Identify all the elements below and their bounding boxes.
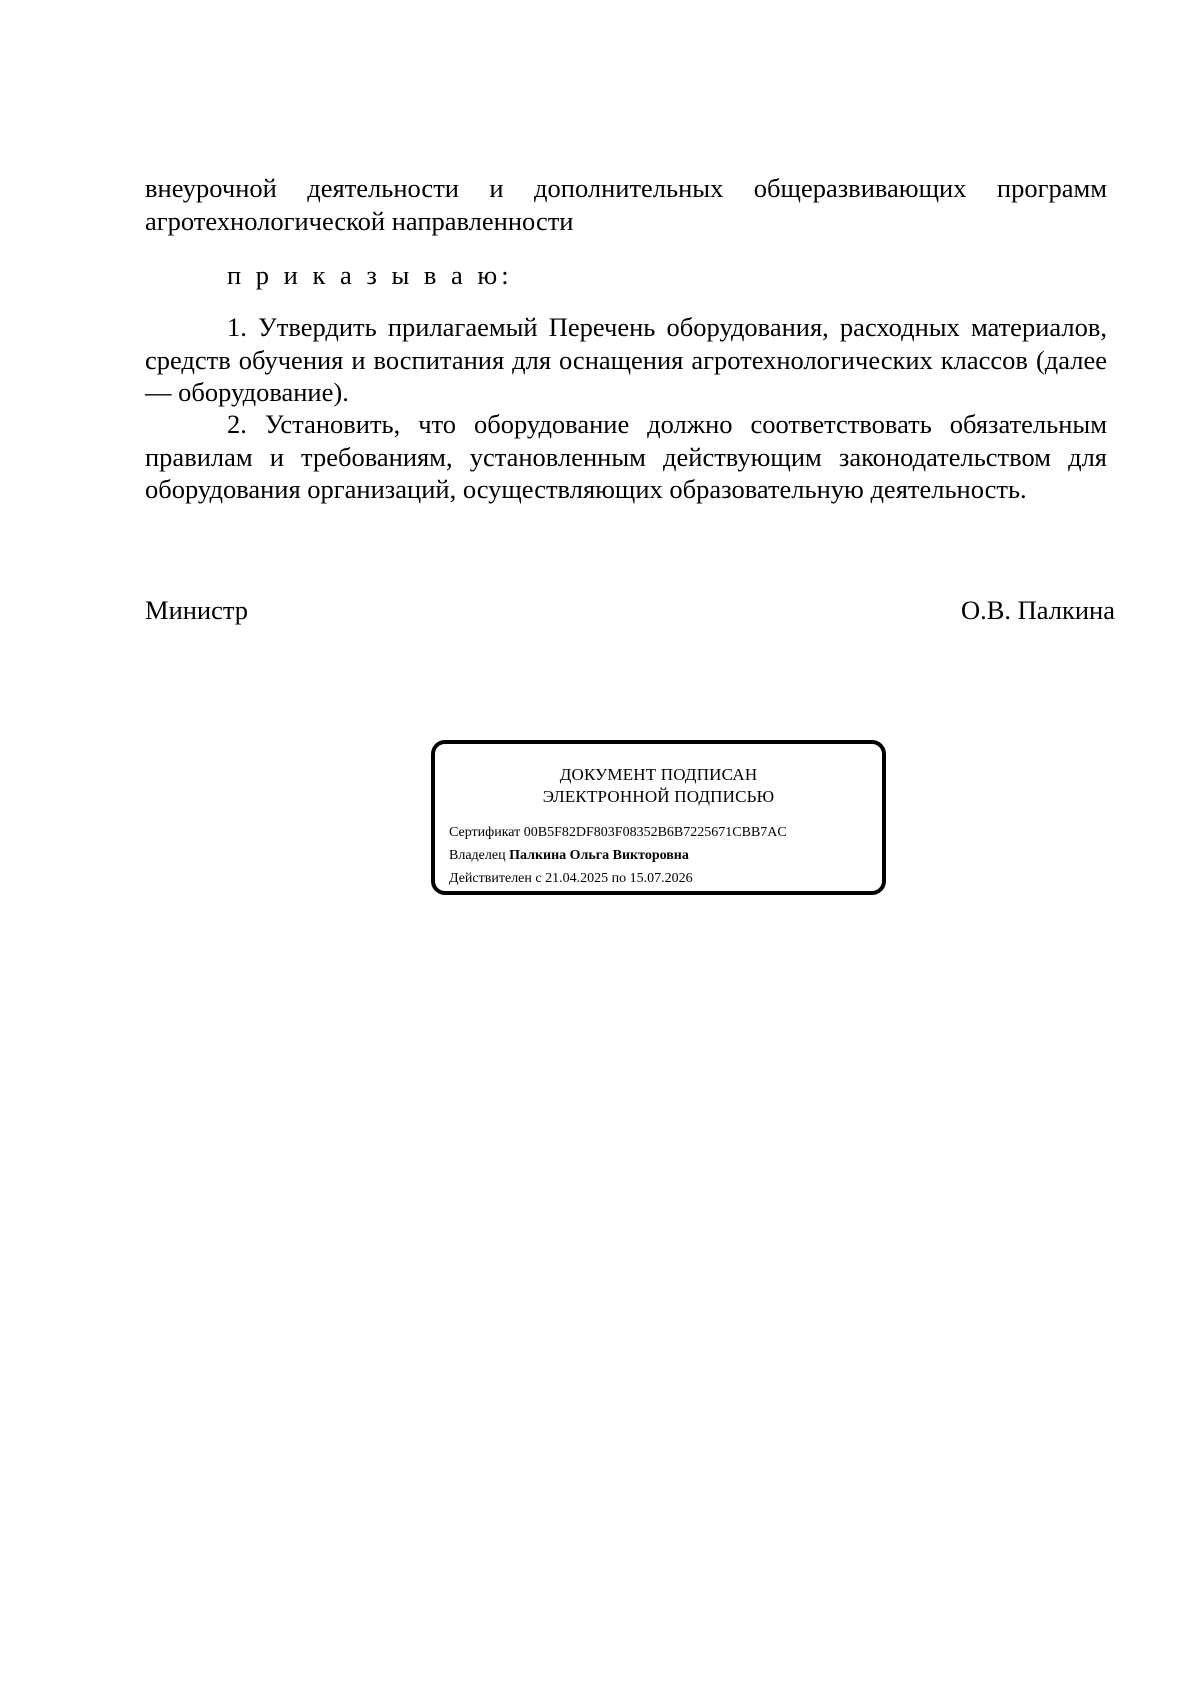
stamp-header bbox=[435, 764, 882, 808]
stamp-validity-line bbox=[449, 870, 693, 888]
signatory-title: Министр bbox=[145, 595, 249, 625]
order-item-2: 2. Установить, что оборудование должно соответствовать обязательным правилам и требованиям, установленным действующим законодательством для оборудования организаций, осуществляющих образовательную деятельность. bbox=[145, 409, 1107, 504]
stamp-header-line-1: ДОКУМЕНТ ПОДПИСАН bbox=[559, 765, 758, 784]
stamp-certificate-label: Сертификат bbox=[449, 825, 521, 840]
stamp-owner-line bbox=[449, 847, 689, 865]
stamp-certificate-value: 00B5F82DF803F08352B6B7225671CBB7AC bbox=[523, 825, 787, 840]
order-word: п р и к а з ы в а ю: bbox=[227, 260, 513, 290]
stamp-header-line-2: ЭЛЕКТРОННОЙ ПОДПИСЬЮ bbox=[542, 787, 775, 806]
order-item-1: 1. Утвердить прилагаемый Перечень оборудования, расходных материалов, средств обучения и воспитания для оснащения агротехнологических классов (далее — оборудование). bbox=[145, 312, 1107, 407]
stamp-owner-value: Палкина Ольга Викторовна bbox=[509, 848, 689, 863]
stamp-owner-label: Владелец bbox=[449, 848, 506, 863]
stamp-valid-label: Действителен bbox=[449, 871, 532, 886]
signatory-name: О.В. Палкина bbox=[960, 595, 1115, 625]
stamp-valid-from: 21.04.2025 bbox=[545, 871, 609, 886]
stamp-certificate-line bbox=[449, 824, 787, 842]
electronic-signature-stamp bbox=[431, 740, 886, 895]
stamp-valid-to: 15.07.2026 bbox=[629, 871, 693, 886]
intro-paragraph: внеурочной деятельности и дополнительных общеразвивающих программ агротехнологической направленности bbox=[145, 173, 1107, 236]
stamp-valid-to-label: по bbox=[611, 871, 627, 886]
stamp-valid-from-label: с bbox=[535, 871, 542, 886]
